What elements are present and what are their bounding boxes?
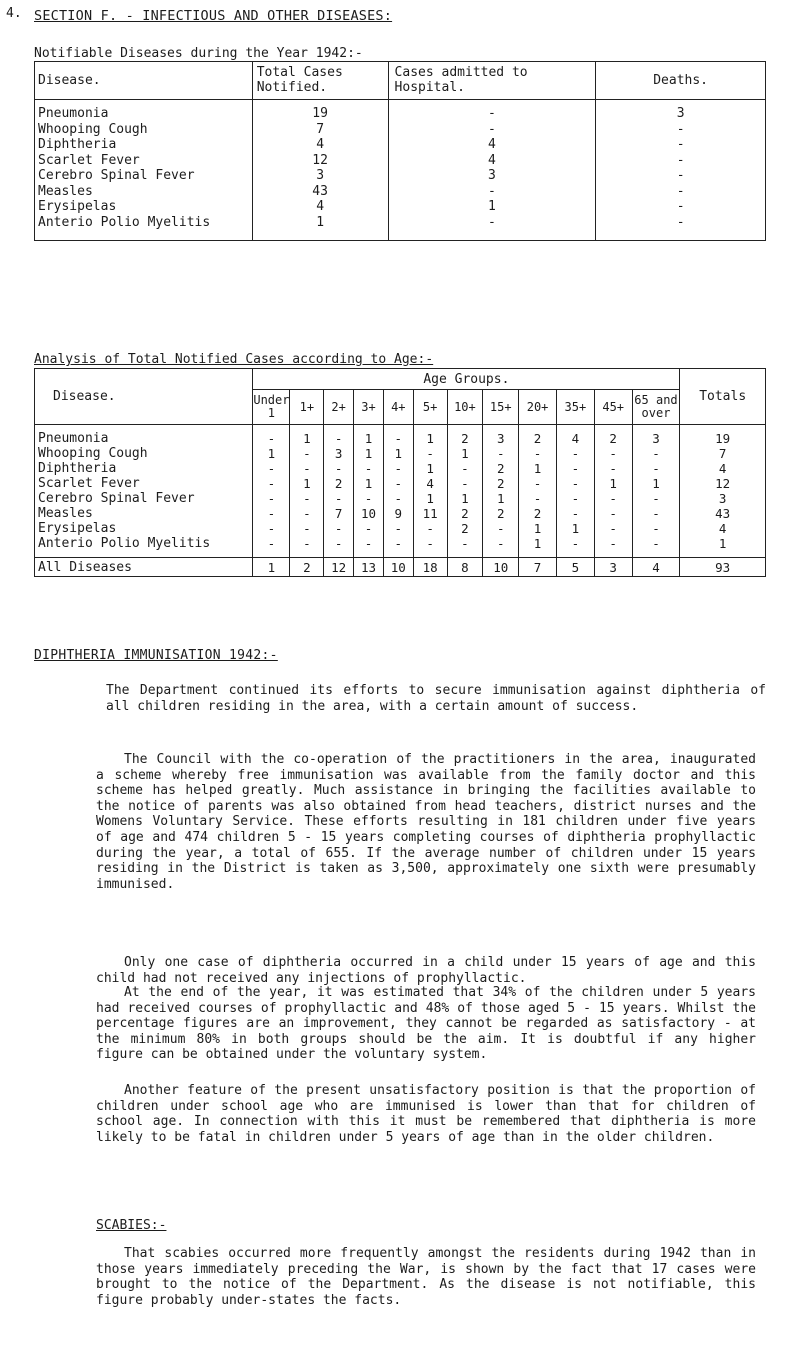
age-count-cell: 3 [632,425,680,447]
age-count-cell: 1 [383,446,413,461]
table-row [35,425,766,447]
age-group-header-row [35,369,766,390]
age-count-cell: - [253,461,290,476]
row-total: 19 [680,425,766,447]
table-row [35,122,766,138]
age-count-cell: 9 [383,506,413,521]
age-count-cell: - [556,536,594,558]
age-analysis-heading: Analysis of Total Notified Cases according to Age:- [34,352,434,367]
age-count-cell: 3 [324,446,354,461]
disease-name: Erysipelas [35,521,253,536]
age-analysis-table [34,368,766,577]
scabies-heading: SCABIES:- [96,1218,167,1233]
age-count-cell: 1 [253,558,290,577]
total-cases: 7 [252,122,388,138]
age-count-cell: - [556,461,594,476]
age-group-header: 15+ [483,390,519,425]
age-count-cell: - [354,461,384,476]
age-count-cell: 7 [324,506,354,521]
age-group-header: 45+ [594,390,632,425]
age-count-cell: 1 [290,476,324,491]
disease-name: Measles [35,184,253,200]
age-count-cell: - [383,521,413,536]
disease-name: Whooping Cough [35,122,253,138]
deaths: - [596,184,766,200]
age-count-cell: - [447,536,483,558]
age-count-cell: 2 [447,425,483,447]
total-cases: 43 [252,184,388,200]
grand-total: 93 [680,558,766,577]
table-row [35,521,766,536]
table-row [35,215,766,241]
age-count-cell: - [253,521,290,536]
disease-name: Erysipelas [35,199,253,215]
immunisation-heading: DIPHTHERIA IMMUNISATION 1942:- [34,648,278,663]
age-count-cell: - [632,506,680,521]
age-group-header: 3+ [354,390,384,425]
age-count-cell: - [290,491,324,506]
age-count-cell: 12 [324,558,354,577]
age-count-cell: - [324,491,354,506]
paragraph: The Department continued its efforts to secure immunisation against diphtheria of all children residing in the area, with a certain amount of success. [106,683,766,714]
age-count-cell: - [413,521,447,536]
age-count-cell: - [290,521,324,536]
age-count-cell: 4 [632,558,680,577]
age-count-cell: 10 [383,558,413,577]
age-count-cell: 10 [354,506,384,521]
age-count-cell: 10 [483,558,519,577]
cases-admitted: 4 [388,153,596,169]
age-count-cell: - [594,506,632,521]
total-cases: 4 [252,199,388,215]
total-cases: 1 [252,215,388,241]
deaths: - [596,122,766,138]
disease-name: Cerebro Spinal Fever [35,168,253,184]
disease-name: Pneumonia [35,100,253,122]
age-count-cell: 2 [483,506,519,521]
table-row [35,199,766,215]
age-count-cell: 2 [519,506,557,521]
disease-name: Diphtheria [35,461,253,476]
age-count-cell: - [556,506,594,521]
cases-admitted: - [388,100,596,122]
age-count-cell: - [253,506,290,521]
age-count-cell: 1 [447,491,483,506]
disease-name: Scarlet Fever [35,476,253,491]
age-count-cell: - [413,536,447,558]
age-count-cell: 3 [594,558,632,577]
age-count-cell: - [290,446,324,461]
disease-name: Scarlet Fever [35,153,253,169]
age-group-header: 2+ [324,390,354,425]
age-count-cell: 1 [594,476,632,491]
age-count-cell: - [324,461,354,476]
disease-name: Anterio Polio Myelitis [35,536,253,558]
notifiable-diseases-table [34,61,766,241]
age-count-cell: - [594,536,632,558]
table-row [35,536,766,558]
age-count-cell: - [354,491,384,506]
age-count-cell: 7 [519,558,557,577]
age-count-cell: - [483,521,519,536]
age-count-cell: - [253,425,290,447]
age-count-cell: - [447,461,483,476]
col-header-disease: Disease. [35,62,253,100]
age-count-cell: 1 [413,425,447,447]
age-group-header: 5+ [413,390,447,425]
age-count-cell: 1 [253,446,290,461]
paragraph: That scabies occurred more frequently amongst the residents during 1942 than in those years immediately preceding the War, is shown by the fact that 17 cases were brought to the notice of the Department. As the disease is not notifiable, this figure probably under-states the facts. [96,1246,756,1308]
age-group-header: 65 and over [632,390,680,425]
age-count-cell: 2 [483,461,519,476]
age-count-cell: 1 [483,491,519,506]
age-count-cell: - [483,536,519,558]
age-count-cell: 2 [324,476,354,491]
age-count-cell: 2 [447,521,483,536]
age-count-cell: 1 [290,425,324,447]
age-count-cell: - [290,506,324,521]
age-count-cell: - [556,491,594,506]
age-count-cell: 2 [519,425,557,447]
age-count-cell: 1 [632,476,680,491]
deaths: - [596,215,766,241]
age-count-cell: 3 [483,425,519,447]
deaths: - [596,137,766,153]
age-count-cell: - [632,536,680,558]
total-cases: 19 [252,100,388,122]
age-count-cell: - [519,446,557,461]
age-count-cell: - [594,461,632,476]
age-count-cell: - [483,446,519,461]
paragraph: At the end of the year, it was estimated that 34% of the children under 5 years had received courses of prophyllactic and 48% of those aged 5 - 15 years. Whilst the percentage figures are an improvement, they cannot be regarded as satisfactory - at the minimum 80% in both groups should be the aim. It is doubtful if any higher figure can be obtained under the voluntary system. [96,985,756,1063]
row-total: 1 [680,536,766,558]
total-cases: 3 [252,168,388,184]
col-header-total: Total Cases Notified. [252,62,388,100]
row-total: 43 [680,506,766,521]
age-count-cell: 11 [413,506,447,521]
cases-admitted: 3 [388,168,596,184]
age-count-cell: - [519,476,557,491]
col-header-deaths: Deaths. [596,62,766,100]
deaths: 3 [596,100,766,122]
age-count-cell: - [383,476,413,491]
row-total: 7 [680,446,766,461]
disease-name: Cerebro Spinal Fever [35,491,253,506]
total-cases: 12 [252,153,388,169]
table-row [35,506,766,521]
age-count-cell: - [447,476,483,491]
age-count-cell: - [632,446,680,461]
age-groups-label: Age Groups. [253,369,680,390]
row-total: 12 [680,476,766,491]
row-total: 3 [680,491,766,506]
age-count-cell: 1 [354,446,384,461]
age-count-cell: 13 [354,558,384,577]
cases-admitted: 4 [388,137,596,153]
age-count-cell: 2 [483,476,519,491]
disease-name: All Diseases [35,558,253,577]
age-count-cell: 18 [413,558,447,577]
age-count-cell: 2 [447,506,483,521]
age-count-cell: - [290,461,324,476]
age-count-cell: - [253,536,290,558]
table-row [35,137,766,153]
cases-admitted: - [388,215,596,241]
col-header-totals: Totals [680,369,766,425]
age-count-cell: - [632,461,680,476]
paragraph: Only one case of diphtheria occurred in a child under 15 years of age and this child had not received any injections of prophyllactic. [96,955,756,986]
age-count-cell: 1 [447,446,483,461]
paragraph: Another feature of the present unsatisfactory position is that the proportion of children under school age who are immunised is lower than that for children of school age. In connection with this it must be remembered that diphtheria is more likely to be fatal in children under 5 years of age than in the older children. [96,1083,756,1145]
age-count-cell: - [556,446,594,461]
age-count-cell: 1 [354,476,384,491]
age-count-cell: 2 [594,425,632,447]
age-count-cell: 1 [354,425,384,447]
age-count-cell: - [290,536,324,558]
age-count-cell: - [383,491,413,506]
table-row [35,184,766,200]
deaths: - [596,168,766,184]
all-diseases-row [35,558,766,577]
age-group-header: 1+ [290,390,324,425]
age-count-cell: 8 [447,558,483,577]
age-count-cell: - [324,425,354,447]
age-count-cell: 1 [519,461,557,476]
table-row [35,461,766,476]
age-count-cell: - [383,425,413,447]
age-count-cell: - [594,491,632,506]
age-count-cell: - [354,536,384,558]
disease-name: Diphtheria [35,137,253,153]
disease-name: Measles [35,506,253,521]
age-count-cell: - [383,536,413,558]
age-count-cell: - [413,446,447,461]
deaths: - [596,153,766,169]
col-header-disease: Disease. [35,369,253,425]
age-group-header: 4+ [383,390,413,425]
section-title: SECTION F. - INFECTIOUS AND OTHER DISEASES: [34,8,393,24]
table-row [35,168,766,184]
row-total: 4 [680,461,766,476]
age-count-cell: - [556,476,594,491]
age-count-cell: 4 [413,476,447,491]
age-count-cell: 1 [413,491,447,506]
row-total: 4 [680,521,766,536]
paragraph: The Council with the co-operation of the practitioners in the area, inaugurated a scheme whereby free immunisation was available from the family doctor and this scheme has helped greatly. Much assistance in bringing the facilities available to the notice of parents was also obtained from head teachers, district nurses and the Womens Voluntary Service. These efforts resulting in 181 children under five years of age and 474 children 5 - 15 years completing courses of diphtheria prophyllactic during the year, a total of 655. If the average number of children under 15 years residing in the District is taken as 3,500, approximately one sixth were presumably immunised. [96,752,756,892]
age-group-header: 35+ [556,390,594,425]
age-count-cell: - [253,491,290,506]
total-cases: 4 [252,137,388,153]
age-count-cell: 4 [556,425,594,447]
age-count-cell: - [519,491,557,506]
age-count-cell: 1 [556,521,594,536]
cases-admitted: - [388,184,596,200]
disease-name: Pneumonia [35,425,253,447]
age-group-header: 20+ [519,390,557,425]
table-row [35,446,766,461]
age-count-cell: - [253,476,290,491]
cases-admitted: - [388,122,596,138]
age-count-cell: 1 [519,521,557,536]
age-count-cell: - [632,491,680,506]
age-group-header: Under 1 [253,390,290,425]
age-count-cell: - [632,521,680,536]
age-count-cell: - [594,446,632,461]
age-count-cell: - [594,521,632,536]
notifiable-heading: Notifiable Diseases during the Year 1942:- [34,46,363,61]
page-number: 4. [6,6,22,21]
age-count-cell: 1 [519,536,557,558]
table-row [35,100,766,122]
deaths: - [596,199,766,215]
age-count-cell: 5 [556,558,594,577]
cases-admitted: 1 [388,199,596,215]
age-count-cell: 2 [290,558,324,577]
disease-name: Anterio Polio Myelitis [35,215,253,241]
col-header-admitted: Cases admitted to Hospital. [388,62,596,100]
age-group-header: 10+ [447,390,483,425]
table-header-row [35,62,766,100]
disease-name: Whooping Cough [35,446,253,461]
table-row [35,476,766,491]
age-count-cell: - [383,461,413,476]
age-count-cell: - [354,521,384,536]
table-row [35,491,766,506]
table-row [35,153,766,169]
age-count-cell: - [324,536,354,558]
age-count-cell: 1 [413,461,447,476]
age-count-cell: - [324,521,354,536]
